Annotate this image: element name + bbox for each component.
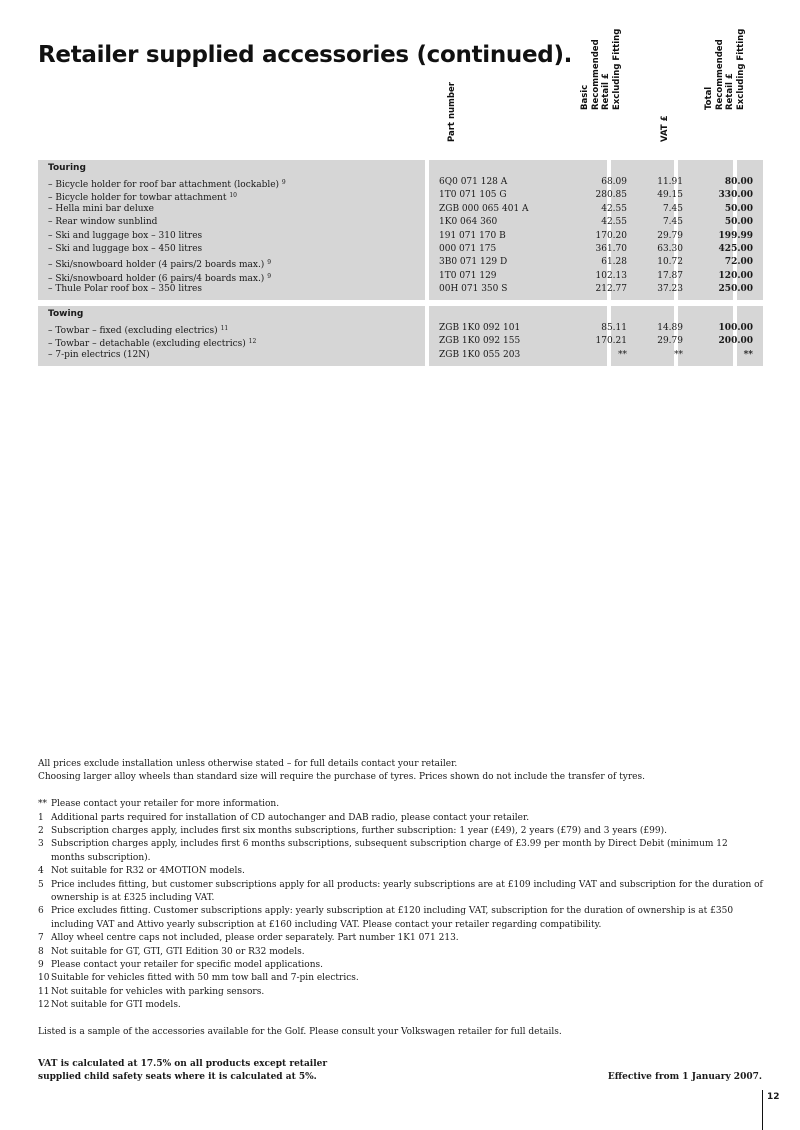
part-number: ZGB 1K0 092 101 [439, 323, 521, 333]
basic-price: 280.85 [595, 190, 627, 201]
total-price: 199.99 [718, 230, 753, 241]
table-row [38, 322, 763, 335]
notes [38, 758, 763, 1040]
table-row [38, 270, 763, 283]
table-group-towing [38, 306, 763, 366]
footnote-ref: 9 [281, 179, 286, 186]
vat-amount: ** [674, 349, 683, 360]
basic-price: 42.55 [601, 203, 627, 214]
footnote: 4 Not suitable for R32 or 4MOTION models. [38, 866, 245, 877]
vat-amount: 29.79 [657, 336, 683, 347]
vat-amount: 29.79 [657, 230, 683, 241]
vat-amount: 17.87 [657, 270, 683, 281]
footnote-ref: 11 [220, 325, 229, 332]
part-number: 000 071 175 [439, 244, 497, 254]
footnote: 6 Price excludes fitting. Customer subscriptions apply: yearly subscription at £120 including VAT, subscription for the duration of ownership is at £350 including VAT and Attivo yearly subscription at £160 including VAT. Please contact your retailer regarding compatibility. [38, 906, 734, 930]
note-alloy-wheels: Choosing larger alloy wheels than standard size will require the purchase of tyres. Prices shown do not include the transfer of tyres. [38, 772, 645, 783]
basic-price: ** [618, 349, 627, 360]
footnote: 11 Not suitable for vehicles with parking sensors. [38, 986, 265, 997]
table-row [38, 230, 763, 243]
table-row [38, 335, 763, 348]
total-price: 80.00 [724, 177, 753, 187]
table-row [38, 189, 763, 202]
total-price: 330.00 [718, 190, 753, 201]
footnote: 3 Subscription charges apply, includes first 6 months subscriptions, subsequent subscription charge of £3.99 per month by Direct Debit (minimum 12 months subscription). [38, 839, 728, 863]
total-price: 200.00 [718, 336, 753, 347]
part-number: 1T0 071 105 G [439, 190, 507, 201]
vat-amount: 7.45 [662, 203, 683, 214]
footnote-ref: 12 [248, 338, 257, 346]
footnote: 9 Please contact your retailer for specific model applications. [38, 960, 323, 971]
table-group-touring [38, 160, 763, 300]
column-header-basic-retail: Basic Recommended Retail £ Excluding Fitting [580, 28, 622, 110]
vat-note: VAT is calculated at 17.5% on all products except retailer supplied child safety seats where it is calculated at 5%. [38, 1059, 328, 1083]
item-description: – Hella mini bar deluxe [48, 203, 154, 214]
total-price: 425.00 [718, 244, 753, 254]
table-row [38, 283, 763, 296]
total-price: 250.00 [718, 284, 753, 295]
part-number: 1T0 071 129 [439, 270, 497, 281]
effective-date: Effective from 1 January 2007. [607, 1072, 762, 1082]
vat-amount: 11.91 [657, 177, 683, 187]
footnote-ref: 9 [267, 259, 272, 267]
basic-price: 85.11 [601, 323, 627, 333]
part-number: 1K0 064 360 [439, 217, 498, 228]
footnote: 7 Alloy wheel centre caps not included, please order separately. Part number 1K1 071 213. [38, 933, 459, 944]
total-price: ** [743, 349, 753, 360]
basic-price: 68.09 [601, 177, 627, 187]
table-row [38, 176, 763, 189]
footnote-ref: 9 [267, 272, 272, 280]
footnote: 2 Subscription charges apply, includes first six months subscriptions, further subscription: 1 year (£49), 2 years (£79) and 3 years (£99). [38, 826, 667, 837]
footnote: 10 Suitable for vehicles fitted with 50 mm tow ball and 7-pin electrics. [38, 973, 359, 984]
total-price: 50.00 [724, 217, 753, 228]
item-description: – Ski and luggage box – 310 litres [48, 230, 203, 241]
footnote: 8 Not suitable for GT, GTI, GTI Edition 30 or R32 models. [38, 946, 305, 957]
item-description: – Ski/snowboard holder (4 pairs/2 boards max.) $^9$ [48, 259, 272, 271]
item-description: – Thule Polar roof box – 350 litres [48, 284, 203, 295]
basic-price: 361.70 [595, 244, 627, 254]
vat-amount: 14.89 [657, 323, 683, 333]
note-sample: Listed is a sample of the accessories available for the Golf. Please consult your Volkswagen retailer for full details. [38, 1027, 562, 1038]
column-header-total-retail: Total Recommended Retail £ Excluding Fitting [704, 28, 746, 110]
basic-price: 212.77 [595, 284, 627, 295]
vat-amount: 37.23 [657, 284, 683, 295]
item-description: – Towbar – fixed (excluding electrics) $^{11}$ [48, 325, 229, 336]
footnote: 1 Additional parts required for installation of CD autochanger and DAB radio, please contact your retailer. [38, 812, 530, 823]
item-description: – Ski/snowboard holder (6 pairs/4 boards max.) $^9$ [48, 272, 272, 284]
item-description: – Bicycle holder for towbar attachment $^{10}$ [48, 192, 237, 204]
page-number-rule [762, 1090, 763, 1130]
item-description: – Rear window sunblind [48, 217, 158, 228]
group-heading-towing: Towing [48, 309, 84, 319]
vat-amount: 10.72 [657, 257, 683, 268]
note-installation: All prices exclude installation unless otherwise stated – for full details contact your retailer. [38, 759, 458, 769]
footnote-list [38, 798, 763, 1013]
total-price: 120.00 [718, 270, 753, 281]
table-row [38, 256, 763, 269]
footnote: ** Please contact your retailer for more information. [38, 799, 280, 810]
basic-price: 170.21 [595, 336, 627, 347]
basic-price: 102.13 [595, 270, 627, 281]
page-title: Retailer supplied accessories (continued). [38, 42, 573, 68]
basic-price: 42.55 [601, 217, 627, 228]
table-row [38, 349, 763, 362]
part-number: 00H 071 350 S [439, 284, 508, 295]
table-row [38, 243, 763, 256]
total-price: 100.00 [718, 323, 753, 333]
footnote: 5 Price includes fitting, but customer subscriptions apply for all products: yearly subscriptions are at £109 including VAT and subscription for the duration of ownership is at £325 including VAT. [38, 879, 763, 904]
item-description: – 7-pin electrics (12N) [48, 349, 150, 360]
vat-amount: 49.15 [657, 190, 683, 201]
table-row [38, 216, 763, 229]
item-description: – Towbar – detachable (excluding electrics) $^{12}$ [48, 338, 257, 350]
part-number: ZGB 000 065 401 A [439, 203, 529, 214]
part-number: 191 071 170 B [439, 230, 506, 241]
table-row [38, 203, 763, 216]
vat-amount: 7.45 [662, 217, 683, 228]
item-description: – Ski and luggage box – 450 litres [48, 244, 203, 254]
total-price: 50.00 [724, 203, 753, 214]
part-number: 6Q0 071 128 A [439, 177, 508, 187]
column-header-vat: VAT £ [660, 114, 670, 142]
group-heading-touring: Touring [48, 163, 86, 173]
basic-price: 170.20 [595, 230, 627, 241]
part-number: ZGB 1K0 092 155 [439, 336, 521, 347]
footnote-ref: 10 [229, 192, 237, 200]
footnote: 12 Not suitable for GTI models. [38, 1000, 181, 1011]
page-number: 12 [767, 1092, 780, 1102]
total-price: 72.00 [724, 257, 753, 268]
column-header-part-number: Part number [447, 81, 457, 142]
item-description: – Bicycle holder for roof bar attachment (lockable) $^9$ [48, 179, 286, 190]
part-number: 3B0 071 129 D [439, 257, 508, 268]
part-number: ZGB 1K0 055 203 [439, 349, 521, 360]
vat-amount: 63.30 [657, 244, 683, 254]
basic-price: 61.28 [601, 257, 627, 268]
